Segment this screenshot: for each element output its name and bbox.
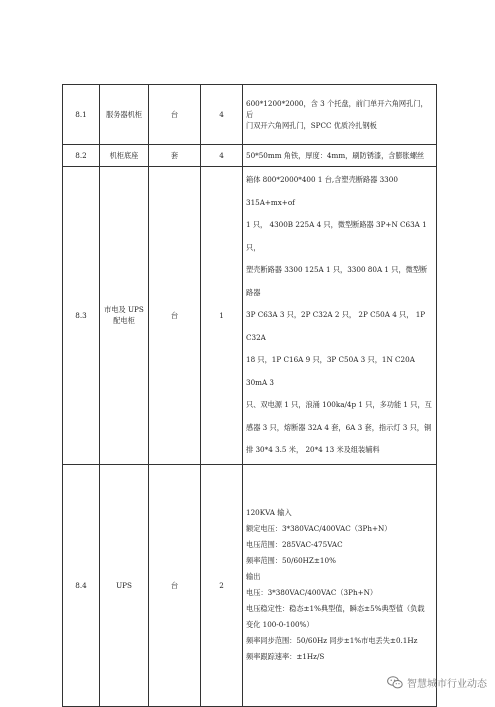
item-name-line: 市电及 UPS bbox=[104, 305, 144, 315]
table-row bbox=[63, 145, 437, 167]
spec-line: 120KVA 输入 bbox=[246, 508, 292, 517]
spec-line: 电压稳定性：稳态±1%典型值，瞬态±5%典型值（负载 bbox=[246, 604, 425, 613]
item-name: UPS bbox=[100, 464, 149, 706]
item-quantity: 4 bbox=[201, 85, 243, 145]
item-spec bbox=[243, 167, 437, 465]
item-number: 8.2 bbox=[63, 145, 100, 167]
spec-line: 输出 bbox=[246, 572, 261, 581]
item-name: 服务器机柜 bbox=[100, 85, 149, 145]
item-unit: 台 bbox=[149, 464, 201, 706]
item-unit: 套 bbox=[149, 145, 201, 167]
item-name bbox=[100, 167, 149, 465]
table-row bbox=[63, 464, 437, 706]
spec-line: 电压范围：285VAC-475VAC bbox=[246, 540, 343, 549]
spec-line: 塑壳断路器 3300 125A 1 只，3300 80A 1 只，微型断路器 bbox=[246, 265, 428, 297]
wechat-icon bbox=[387, 676, 403, 689]
spec-line: 感器 3 只，熔断器 32A 4 套，6A 3 套，指示灯 3 只，铜 bbox=[246, 422, 432, 432]
spec-line: 排 30*4 3.5 米， 20*4 13 米及组装辅料 bbox=[246, 445, 380, 454]
spec-line: 频率跟踪速率：±1Hz/S bbox=[246, 652, 325, 661]
watermark-text: 智慧城市行业动态 bbox=[407, 679, 487, 690]
item-quantity: 2 bbox=[201, 464, 243, 706]
spec-line: 1 只， 4300B 225A 4 只，微型断路器 3P+N C63A 1 只， bbox=[246, 220, 427, 252]
spec-line: 门双开六角网孔门，SPCC 优质冷扎钢板 bbox=[246, 121, 377, 130]
item-quantity: 4 bbox=[201, 145, 243, 167]
spec-line: 3P C63A 3 只，2P C32A 2 只， 2P C50A 4 只， 1P C32A bbox=[246, 310, 426, 342]
item-name-line: 配电柜 bbox=[113, 316, 135, 326]
spec-line: 电压：3*380VAC/400VAC（3Ph+N） bbox=[246, 588, 378, 597]
item-spec bbox=[243, 85, 437, 145]
spec-line: 频率范围：50/60HZ±10% bbox=[246, 556, 336, 565]
spec-line: 频率同步范围：50/60Hz 同步±1%市电丢失±0.1Hz bbox=[246, 636, 418, 645]
spec-line: 50*50mm 角铁，厚度：4mm，刷防锈漆，含膨胀螺丝 bbox=[246, 151, 425, 160]
spec-line: 只、双电源 1 只，浪涌 100ka/4p 1 只，多功能 1 只，互 bbox=[246, 400, 432, 409]
equipment-table bbox=[62, 84, 437, 707]
item-unit: 台 bbox=[149, 85, 201, 145]
item-name: 机柜底座 bbox=[100, 145, 149, 167]
table-row bbox=[63, 167, 437, 465]
watermark bbox=[387, 675, 487, 690]
spec-line: 额定电压：3*380VAC/400VAC（3Ph+N） bbox=[246, 524, 392, 533]
spec-line: 变化 100-0-100%） bbox=[246, 620, 314, 629]
spec-line: 18 只，1P C16A 9 只，3P C50A 3 只，1N C20A 30mA 3 bbox=[246, 355, 415, 387]
item-spec bbox=[243, 464, 437, 706]
item-quantity: 1 bbox=[201, 167, 243, 465]
item-number: 8.3 bbox=[63, 167, 100, 465]
item-spec bbox=[243, 145, 437, 167]
item-number: 8.4 bbox=[63, 464, 100, 706]
spec-line: 箱体 800*2000*400 1 台,含塑壳断路器 3300 315A+mx+of bbox=[246, 175, 398, 207]
item-unit: 台 bbox=[149, 167, 201, 465]
item-number: 8.1 bbox=[63, 85, 100, 145]
table-row bbox=[63, 85, 437, 145]
spec-line: 600*1200*2000，含 3 个托盘，前门单开六角网孔门，后 bbox=[246, 99, 428, 119]
